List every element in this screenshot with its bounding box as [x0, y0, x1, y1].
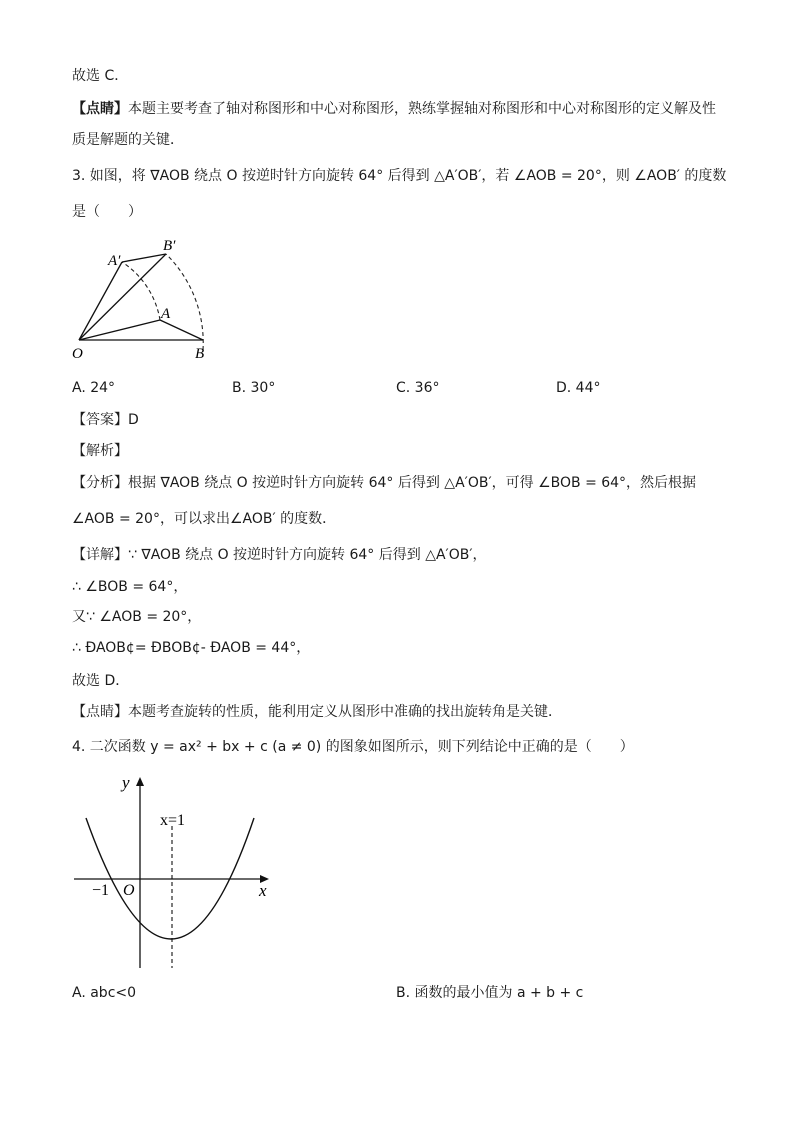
- q4-stem: 4. 二次函数 y = ax² + bx + c (a ≠ 0) 的图象如图所示，则下列结论中正确的是（ ）: [72, 739, 634, 755]
- segment-OA-prime: [79, 262, 122, 340]
- q3-detail-line-4: ∴ ÐAOB¢= ÐBOB¢- ÐAOB = 44°，: [72, 640, 311, 656]
- label-B: B: [195, 346, 205, 362]
- q3-stem-line-2: 是（ ）: [72, 204, 142, 220]
- q3-option-a: A. 24°: [72, 380, 116, 396]
- prev-answer-line: 故选 C．: [72, 68, 129, 84]
- y-axis-arrow: [136, 777, 144, 786]
- q3-option-d: D. 44°: [556, 380, 601, 396]
- q3-analysis-line-2: ∠AOB = 20°，可以求出∠AOB′ 的度数．: [72, 511, 337, 527]
- q3-answer: 【答案】D: [72, 412, 139, 428]
- comment-tag: 【点睛】: [72, 101, 128, 117]
- q3-stem-line-1: 3. 如图，将 ∇AOB 绕点 O 按逆时针方向旋转 64° 后得到 △A′OB′，若 ∠AOB = 20°，则 ∠AOB′ 的度数: [72, 168, 727, 184]
- label-axis-x-equals-1: x=1: [160, 812, 186, 829]
- prev-comment-line-1: [72, 99, 716, 119]
- segment-OA: [79, 320, 160, 340]
- label-origin: O: [123, 882, 135, 899]
- comment-text: 本题主要考查了轴对称图形和中心对称图形，熟练掌握轴对称图形和中心对称图形的定义解及性: [128, 101, 716, 117]
- prev-comment-line-2: 质是解题的关键．: [72, 132, 184, 148]
- label-A-prime: A′: [108, 253, 121, 269]
- label-x: x: [259, 881, 267, 900]
- q4-parabola-figure: [66, 768, 286, 974]
- q3-detail-line-2: ∴ ∠BOB = 64°，: [72, 579, 188, 595]
- q4-option-b: B. 函数的最小值为 a + b + c: [396, 985, 584, 1001]
- label-O: O: [72, 346, 83, 362]
- q3-option-b: B. 30°: [232, 380, 276, 396]
- q3-analysis-line-1: 【分析】根据 ∇AOB 绕点 O 按逆时针方向旋转 64° 后得到 △A′OB′，可得 ∠BOB = 64°，然后根据: [72, 475, 697, 491]
- q3-conclusion: 故选 D．: [72, 673, 130, 689]
- label-B-prime: B′: [163, 238, 176, 254]
- segment-AB: [160, 320, 203, 340]
- q3-analysis-tag: 【解析】: [72, 443, 128, 459]
- q3-option-c: C. 36°: [396, 380, 440, 396]
- q3-comment: 【点睛】本题考查旋转的性质，能利用定义从图形中准确的找出旋转角是关键．: [72, 704, 562, 720]
- label-A: A: [161, 306, 171, 322]
- label-y: y: [122, 773, 130, 792]
- q4-option-a: A. abc<0: [72, 985, 137, 1001]
- q3-detail-line-1: 【详解】∵ ∇AOB 绕点 O 按逆时针方向旋转 64° 后得到 △A′OB′，: [72, 547, 487, 563]
- q3-rotation-figure: [66, 232, 226, 366]
- label-neg-one: −1: [92, 882, 110, 899]
- q3-detail-line-3: 又∵ ∠AOB = 20°，: [72, 609, 202, 625]
- arc-b-to-b-prime: [166, 254, 203, 350]
